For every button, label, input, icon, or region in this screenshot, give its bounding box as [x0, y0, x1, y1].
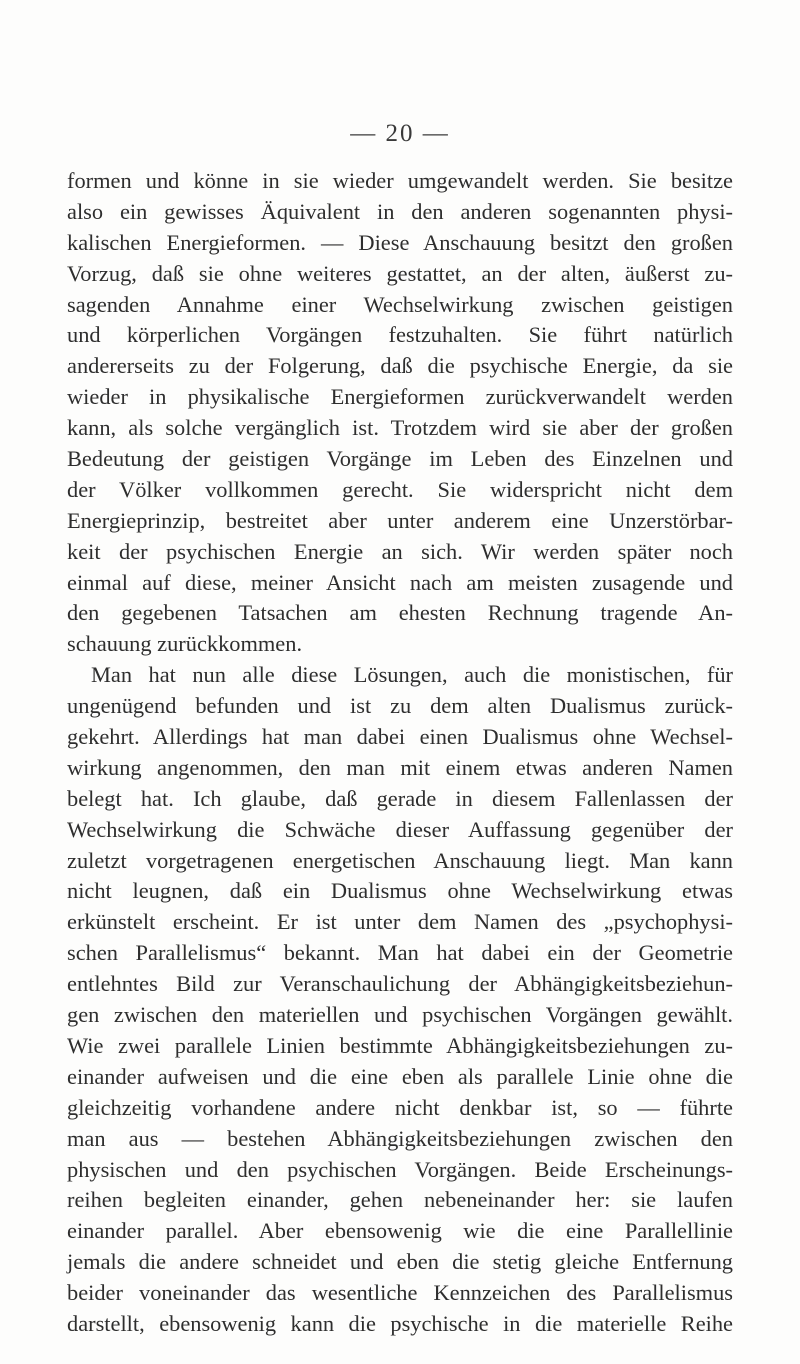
- text-line: reihen begleiten einander, gehen nebeneinander her: sie laufen: [67, 1187, 733, 1213]
- text-line: wieder in physikalische Energieformen zurückverwandelt werden: [67, 384, 733, 410]
- text-line: den gegebenen Tatsachen am ehesten Rechnung tragende An-: [67, 600, 733, 626]
- text-line: einander aufweisen und die eine eben als parallele Linie ohne die: [67, 1063, 733, 1089]
- text-line: Man hat nun alle diese Lösungen, auch die monistischen, für: [91, 662, 733, 688]
- text-line: der Völker vollkommen gerecht. Sie widerspricht nicht dem: [67, 476, 733, 502]
- text-line: nicht leugnen, daß ein Dualismus ohne Wechselwirkung etwas: [67, 878, 733, 904]
- text-line: zuletzt vorgetragenen energetischen Anschauung liegt. Man kann: [67, 847, 733, 873]
- text-line: kalischen Energieformen. — Diese Anschauung besitzt den großen: [67, 229, 733, 255]
- text-line: Wechselwirkung die Schwäche dieser Auffassung gegenüber der: [67, 816, 733, 842]
- text-line: schauung zurückkommen.: [67, 631, 303, 657]
- text-line: Vorzug, daß sie ohne weiteres gestattet, an der alten, äußerst zu-: [67, 260, 733, 286]
- page-number: — 20 —: [350, 120, 450, 147]
- text-line: wirkung angenommen, den man mit einem etwas anderen Namen: [67, 754, 733, 780]
- text-line: gekehrt. Allerdings hat man dabei einen Dualismus ohne Wechsel-: [67, 724, 733, 750]
- text-line: Energieprinzip, bestreitet aber unter anderem eine Unzerstörbar-: [67, 507, 733, 533]
- text-line: gen zwischen den materiellen und psychischen Vorgängen gewählt.: [67, 1002, 733, 1028]
- text-line: entlehntes Bild zur Veranschaulichung der Abhängigkeitsbeziehun-: [67, 971, 733, 997]
- text-line: beider voneinander das wesentliche Kennzeichen des Parallelismus: [67, 1280, 733, 1306]
- text-line: einander parallel. Aber ebensowenig wie die eine Parallellinie: [67, 1218, 733, 1244]
- text-line: Bedeutung der geistigen Vorgänge im Leben des Einzelnen und: [67, 446, 733, 472]
- text-line: formen und könne in sie wieder umgewandelt werden. Sie besitze: [67, 168, 733, 193]
- text-line: einmal auf diese, meiner Ansicht nach am meisten zusagende und: [67, 569, 733, 595]
- text-line: schen Parallelismus“ bekannt. Man hat dabei ein der Geometrie: [67, 940, 733, 966]
- text-line: also ein gewisses Äquivalent in den anderen sogenannten physi-: [67, 198, 733, 224]
- text-line: und körperlichen Vorgängen festzuhalten. Sie führt natürlich: [67, 322, 733, 348]
- text-line: keit der psychischen Energie an sich. Wir werden später noch: [67, 538, 733, 564]
- text-line: man aus — bestehen Abhängigkeitsbeziehungen zwischen den: [67, 1125, 733, 1151]
- text-line: gleichzeitig vorhandene andere nicht denkbar ist, so — führte: [67, 1094, 733, 1120]
- text-line: ungenügend befunden und ist zu dem alten Dualismus zurück-: [67, 693, 733, 719]
- text-line: darstellt, ebensowenig kann die psychische in die materielle Reihe: [67, 1310, 733, 1336]
- text-line: physischen und den psychischen Vorgängen. Beide Erscheinungs-: [67, 1156, 733, 1182]
- text-line: sagenden Annahme einer Wechselwirkung zwischen geistigen: [67, 291, 733, 317]
- text-line: Wie zwei parallele Linien bestimmte Abhängigkeitsbeziehungen zu-: [67, 1032, 733, 1058]
- text-line: jemals die andere schneidet und eben die stetig gleiche Entfernung: [67, 1249, 733, 1275]
- text-line: erkünstelt erscheint. Er ist unter dem Namen des „psychophysi-: [67, 909, 733, 935]
- text-line: kann, als solche vergänglich ist. Trotzdem wird sie aber der großen: [67, 415, 733, 441]
- text-line: andererseits zu der Folgerung, daß die psychische Energie, da sie: [67, 353, 733, 379]
- body-text: [67, 166, 733, 1340]
- text-line: belegt hat. Ich glaube, daß gerade in diesem Fallenlassen der: [67, 785, 733, 811]
